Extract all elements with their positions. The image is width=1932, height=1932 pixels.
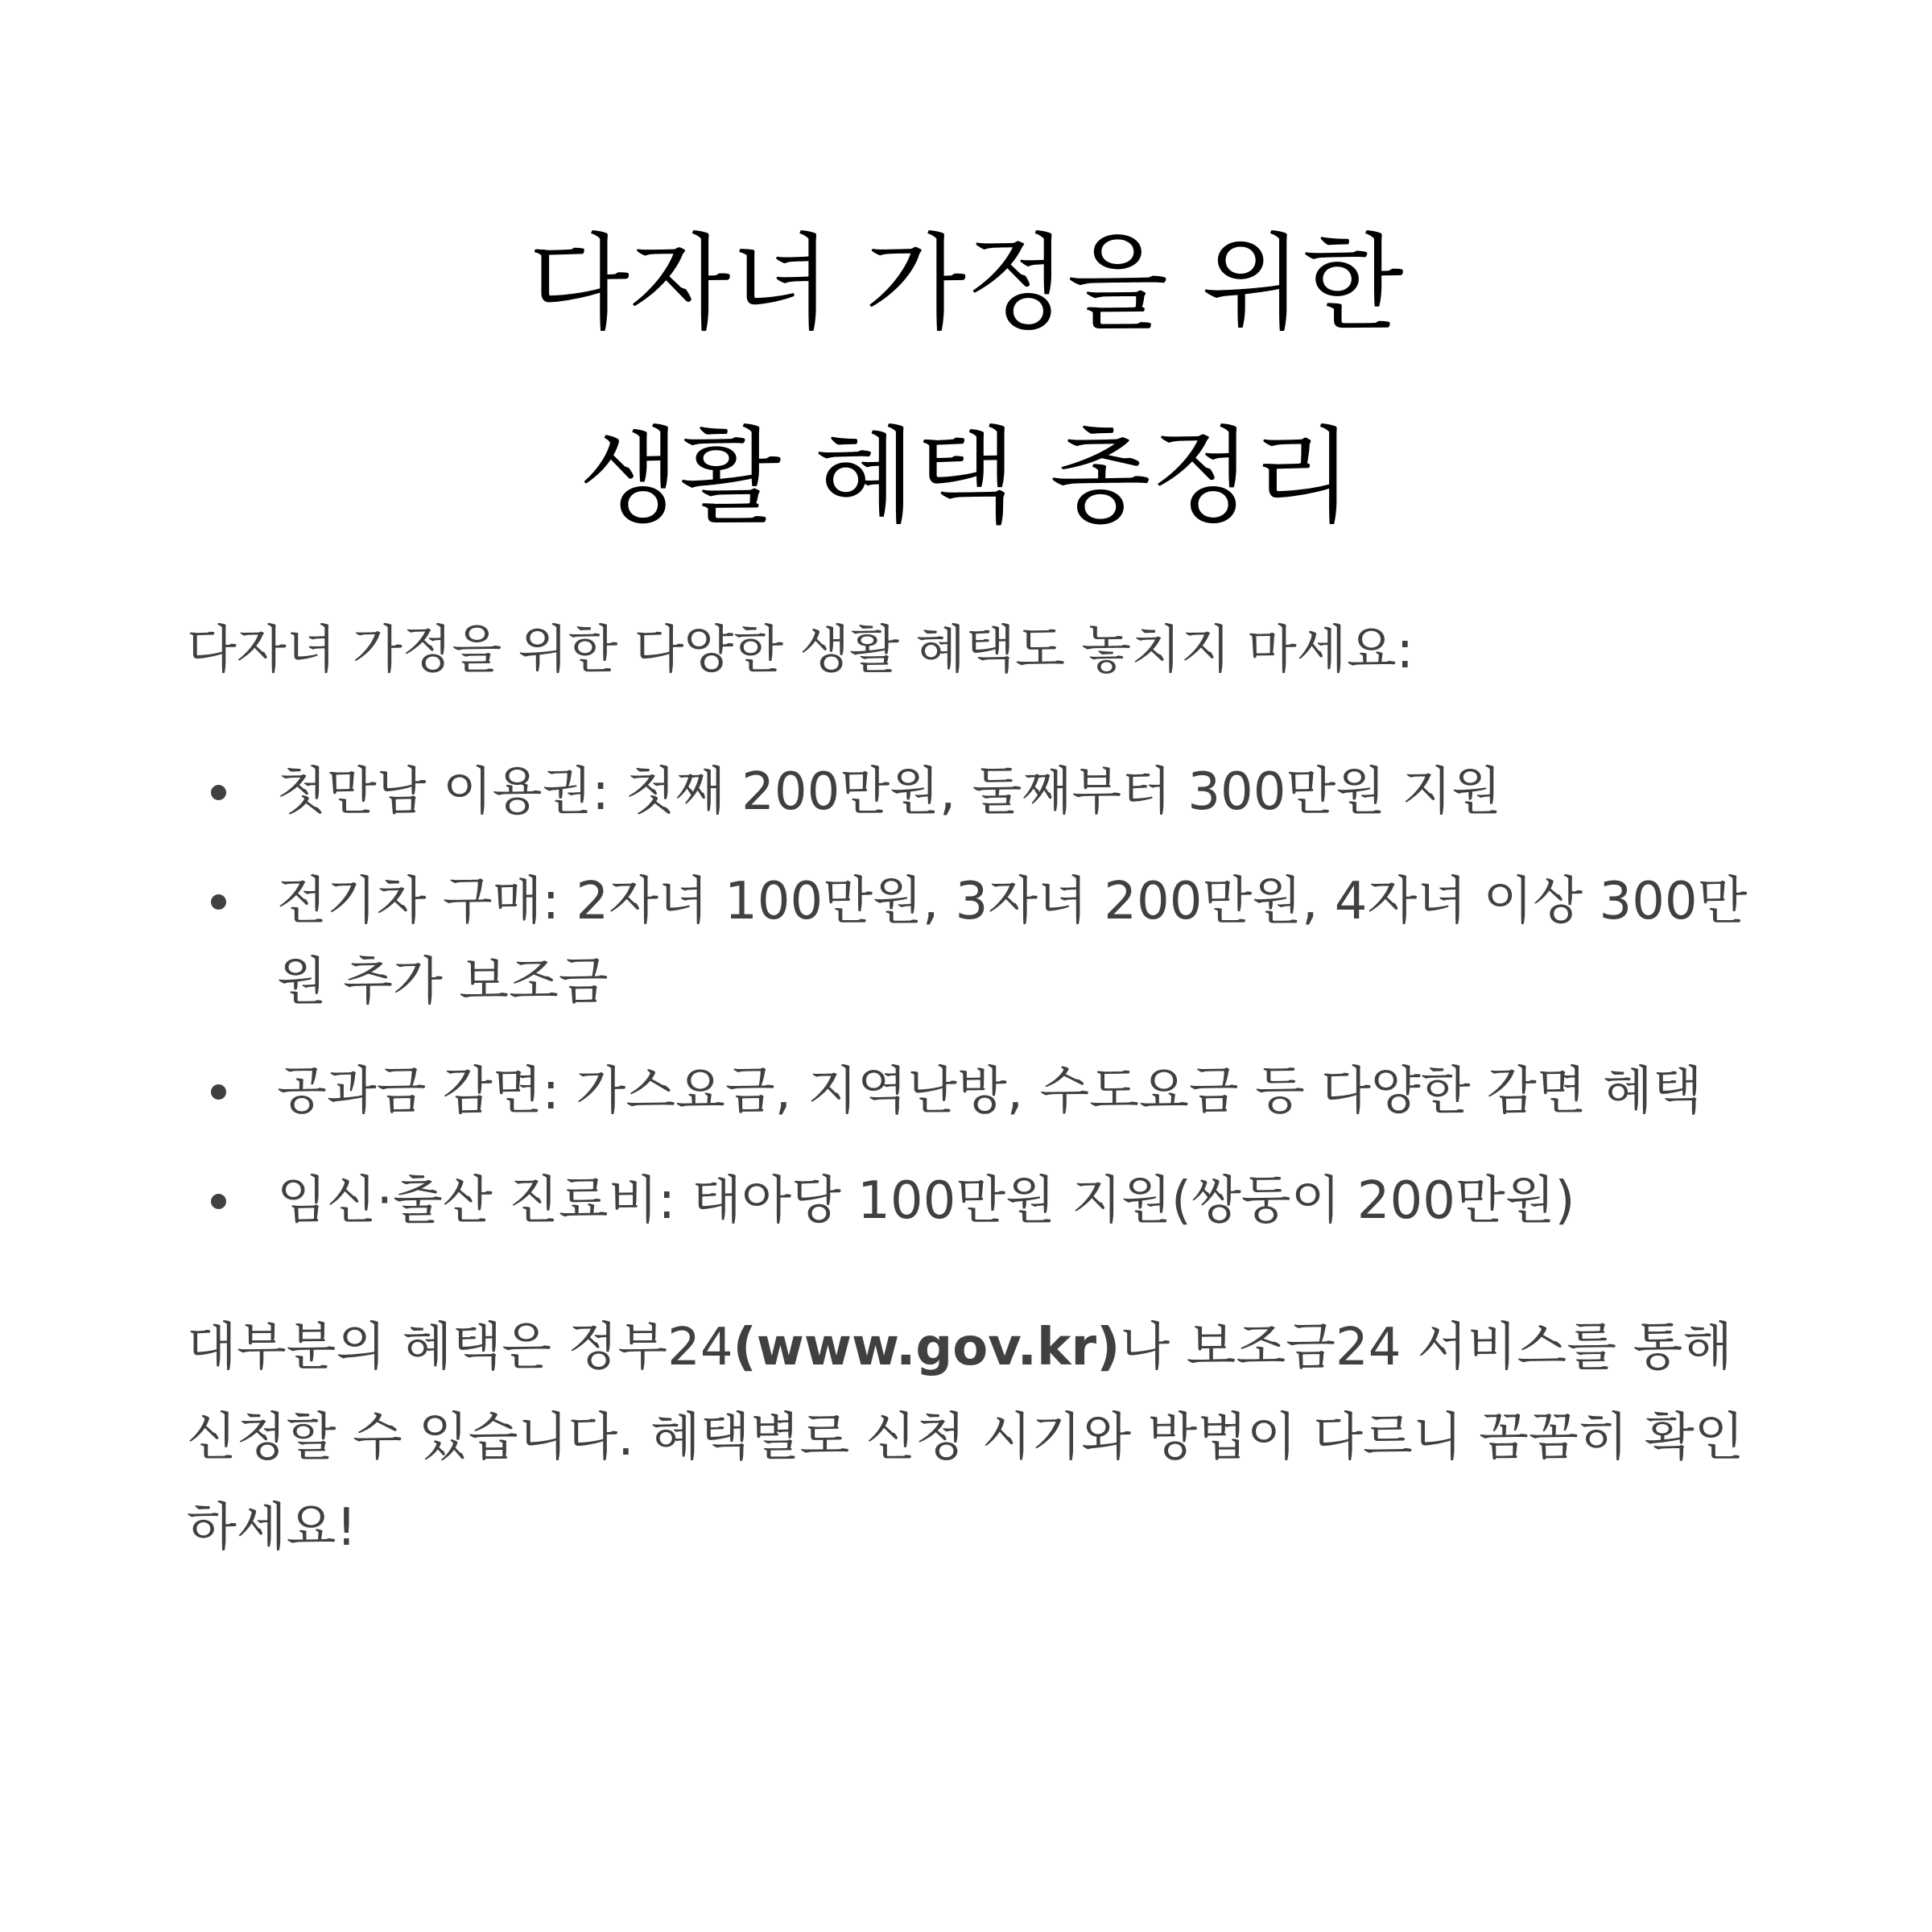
outro-after: 나 보조금24 서비스를 통해 신청할 수 있습니다. 혜택별로 신청 시기와 방법이 다르니 꼼꼼히 확인하세요! bbox=[187, 1318, 1744, 1558]
benefit-text: 전기차 구매: 2자녀 100만원, 3자녀 200만원, 4자녀 이상 300만원 추가 보조금 bbox=[277, 872, 1748, 1012]
benefit-list bbox=[187, 752, 1765, 1241]
list-item bbox=[187, 861, 1765, 1022]
bullet-icon bbox=[211, 894, 226, 910]
list-item bbox=[187, 752, 1765, 832]
title-line-1: 다자녀 가정을 위한 bbox=[528, 222, 1404, 345]
page-title bbox=[0, 187, 1932, 573]
list-item bbox=[187, 1161, 1765, 1241]
gov-url-link[interactable]: (www.gov.kr) bbox=[733, 1318, 1121, 1377]
content bbox=[187, 610, 1765, 1573]
benefit-text: 공과금 감면: 가스요금, 지역난방, 수도요금 등 다양한 감면 혜택 bbox=[277, 1062, 1703, 1121]
outro-before: 대부분의 혜택은 정부24 bbox=[187, 1318, 733, 1377]
bullet-icon bbox=[211, 1084, 226, 1100]
title-line-2: 생활 혜택 총정리 bbox=[579, 415, 1353, 538]
outro-text bbox=[187, 1302, 1765, 1573]
list-item bbox=[187, 1051, 1765, 1132]
bullet-icon bbox=[211, 785, 226, 800]
benefit-text: 첫만남 이용권: 첫째 200만원, 둘째부터 300만원 지원 bbox=[277, 762, 1502, 822]
benefit-text: 임신·출산 진료비: 태아당 100만원 지원(쌍둥이 200만원) bbox=[277, 1171, 1575, 1231]
intro-text: 다자녀 가정을 위한 다양한 생활 혜택도 놓치지 마세요: bbox=[187, 621, 1414, 680]
bullet-icon bbox=[211, 1194, 226, 1209]
